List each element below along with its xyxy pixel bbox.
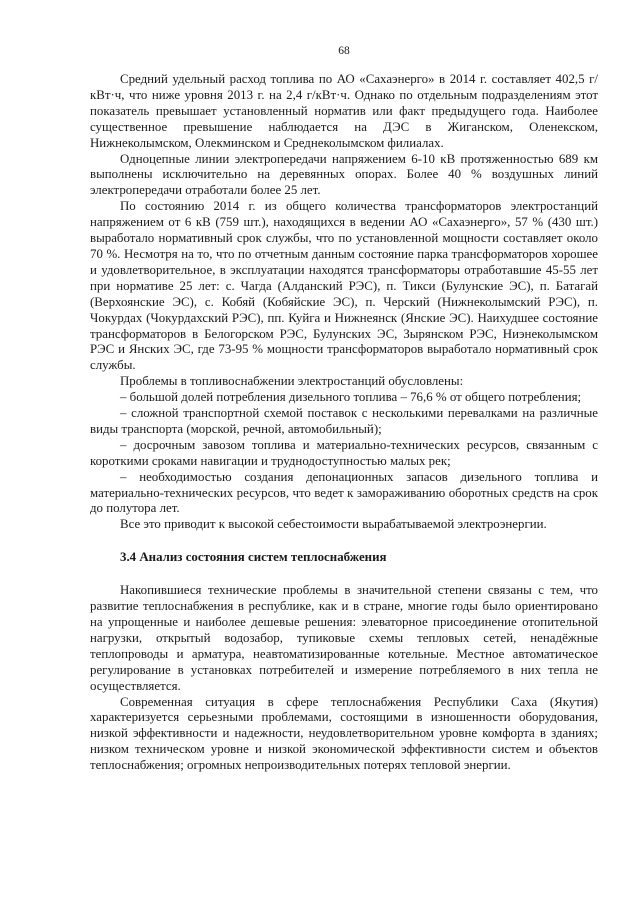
paragraph-current-situation: Современная ситуация в сфере теплоснабжения Республики Саха (Якутия) характеризуется серьезными проблемами, состоящими в изношенности оборудования, низкой эффективности и надежности, неудовлетворительном уровне комфорта в зданиях; низком техническом уровне и низкой экономической эффективности систем и объектов теплоснабжения; огромных непроизводительных потерях тепловой энергии. xyxy=(90,694,598,773)
document-page xyxy=(90,0,598,905)
paragraph-power-lines: Одноцепные линии электропередачи напряжением 6-10 кВ протяженностью 689 км выполнены исключительно на деревянных опорах. Более 40 % воздушных линий электропередачи отработали более 25 лет. xyxy=(90,151,598,198)
paragraph-transformers: По состоянию 2014 г. из общего количества трансформаторов электростанций напряжением от 6 кВ (759 шт.), находящихся в ведении АО «Сахаэнерго», 57 % (430 шт.) выработало нормативный срок службы, что по установленной мощности составляет около 70 %. Несмотря на то, что по отчетным данным состояние парка трансформаторов хорошее и удовлетворительное, в эксплуатации находятся трансформаторы отработавшие 45-55 лет при нормативе 25 лет: с. Чагда (Алданский РЭС), п. Тикси (Булунские ЭС), п. Батагай (Верхоянские ЭС), с. Кобяй (Кобяйские ЭС), п. Черский (Нижнеколымский РЭС), п. Чокурдах (Чокурдахский РЭС), пп. Куйга и Нижнеянск (Янские ЭС). Наихудшее состояние трансформаторов в Белогорском РЭС, Булунских ЭС, Зырянском РЭС, Ниэнеколымском РЭС и Янских ЭС, где 73-95 % мощности трансформаторов выработало нормативный срок службы. xyxy=(90,199,598,373)
list-item-transport-scheme: – сложной транспортной схемой поставок с несколькими перевалками на различные виды транспорта (морской, речной, автомобильный); xyxy=(90,406,598,436)
list-item-diesel-share: – большой долей потребления дизельного топлива – 76,6 % от общего потребления; xyxy=(120,390,582,405)
list-item-reserve-stocks: – необходимостью создания депонационных запасов дизельного топлива и материально-технических ресурсов, что ведет к замораживанию оборотных средств на срок до полутора лет. xyxy=(90,469,598,516)
page-number: 68 xyxy=(338,45,350,57)
section-heading: 3.4 Анализ состояния систем теплоснабжения xyxy=(120,550,387,565)
paragraph-technical-problems: Накопившиеся технические проблемы в значительной степени связаны с тем, что развитие теплоснабжения в республике, как и в стране, многие годы было ориентировано на упрощенные и наиболее дешевые решения: элеваторное присоединение отопительной нагрузки, открытый водозабор, тупиковые схемы тепловых сетей, ненадёжные теплопроводы и арматура, неавтоматизированные котельные. Местное автоматическое регулирование в установках потребителей и измерение потребляемого в них тепла не осуществляется. xyxy=(90,583,598,693)
paragraph-high-cost: Все это приводит к высокой себестоимости вырабатываемой электроэнергии. xyxy=(120,517,547,532)
list-item-early-delivery: – досрочным завозом топлива и материально-технических ресурсов, связанным с короткими сроками навигации и труднодоступностью малых рек; xyxy=(90,437,598,468)
paragraph-fuel-problems-intro: Проблемы в топливоснабжении электростанций обусловлены: xyxy=(120,374,464,389)
document-body xyxy=(90,72,598,774)
paragraph-fuel-consumption: Средний удельный расход топлива по АО «Сахаэнерго» в 2014 г. составляет 402,5 г/кВт·ч, что ниже уровня 2013 г. на 2,4 г/кВт·ч. Однако по отдельным подразделениям этот показатель превышает установленный норматив или факт предыдущего года. Наиболее существенное превышение наблюдается на ДЭС в Жиганском, Оленекском, Нижнеколымском, Олекминском и Среднеколымском филиалах. xyxy=(90,72,598,150)
